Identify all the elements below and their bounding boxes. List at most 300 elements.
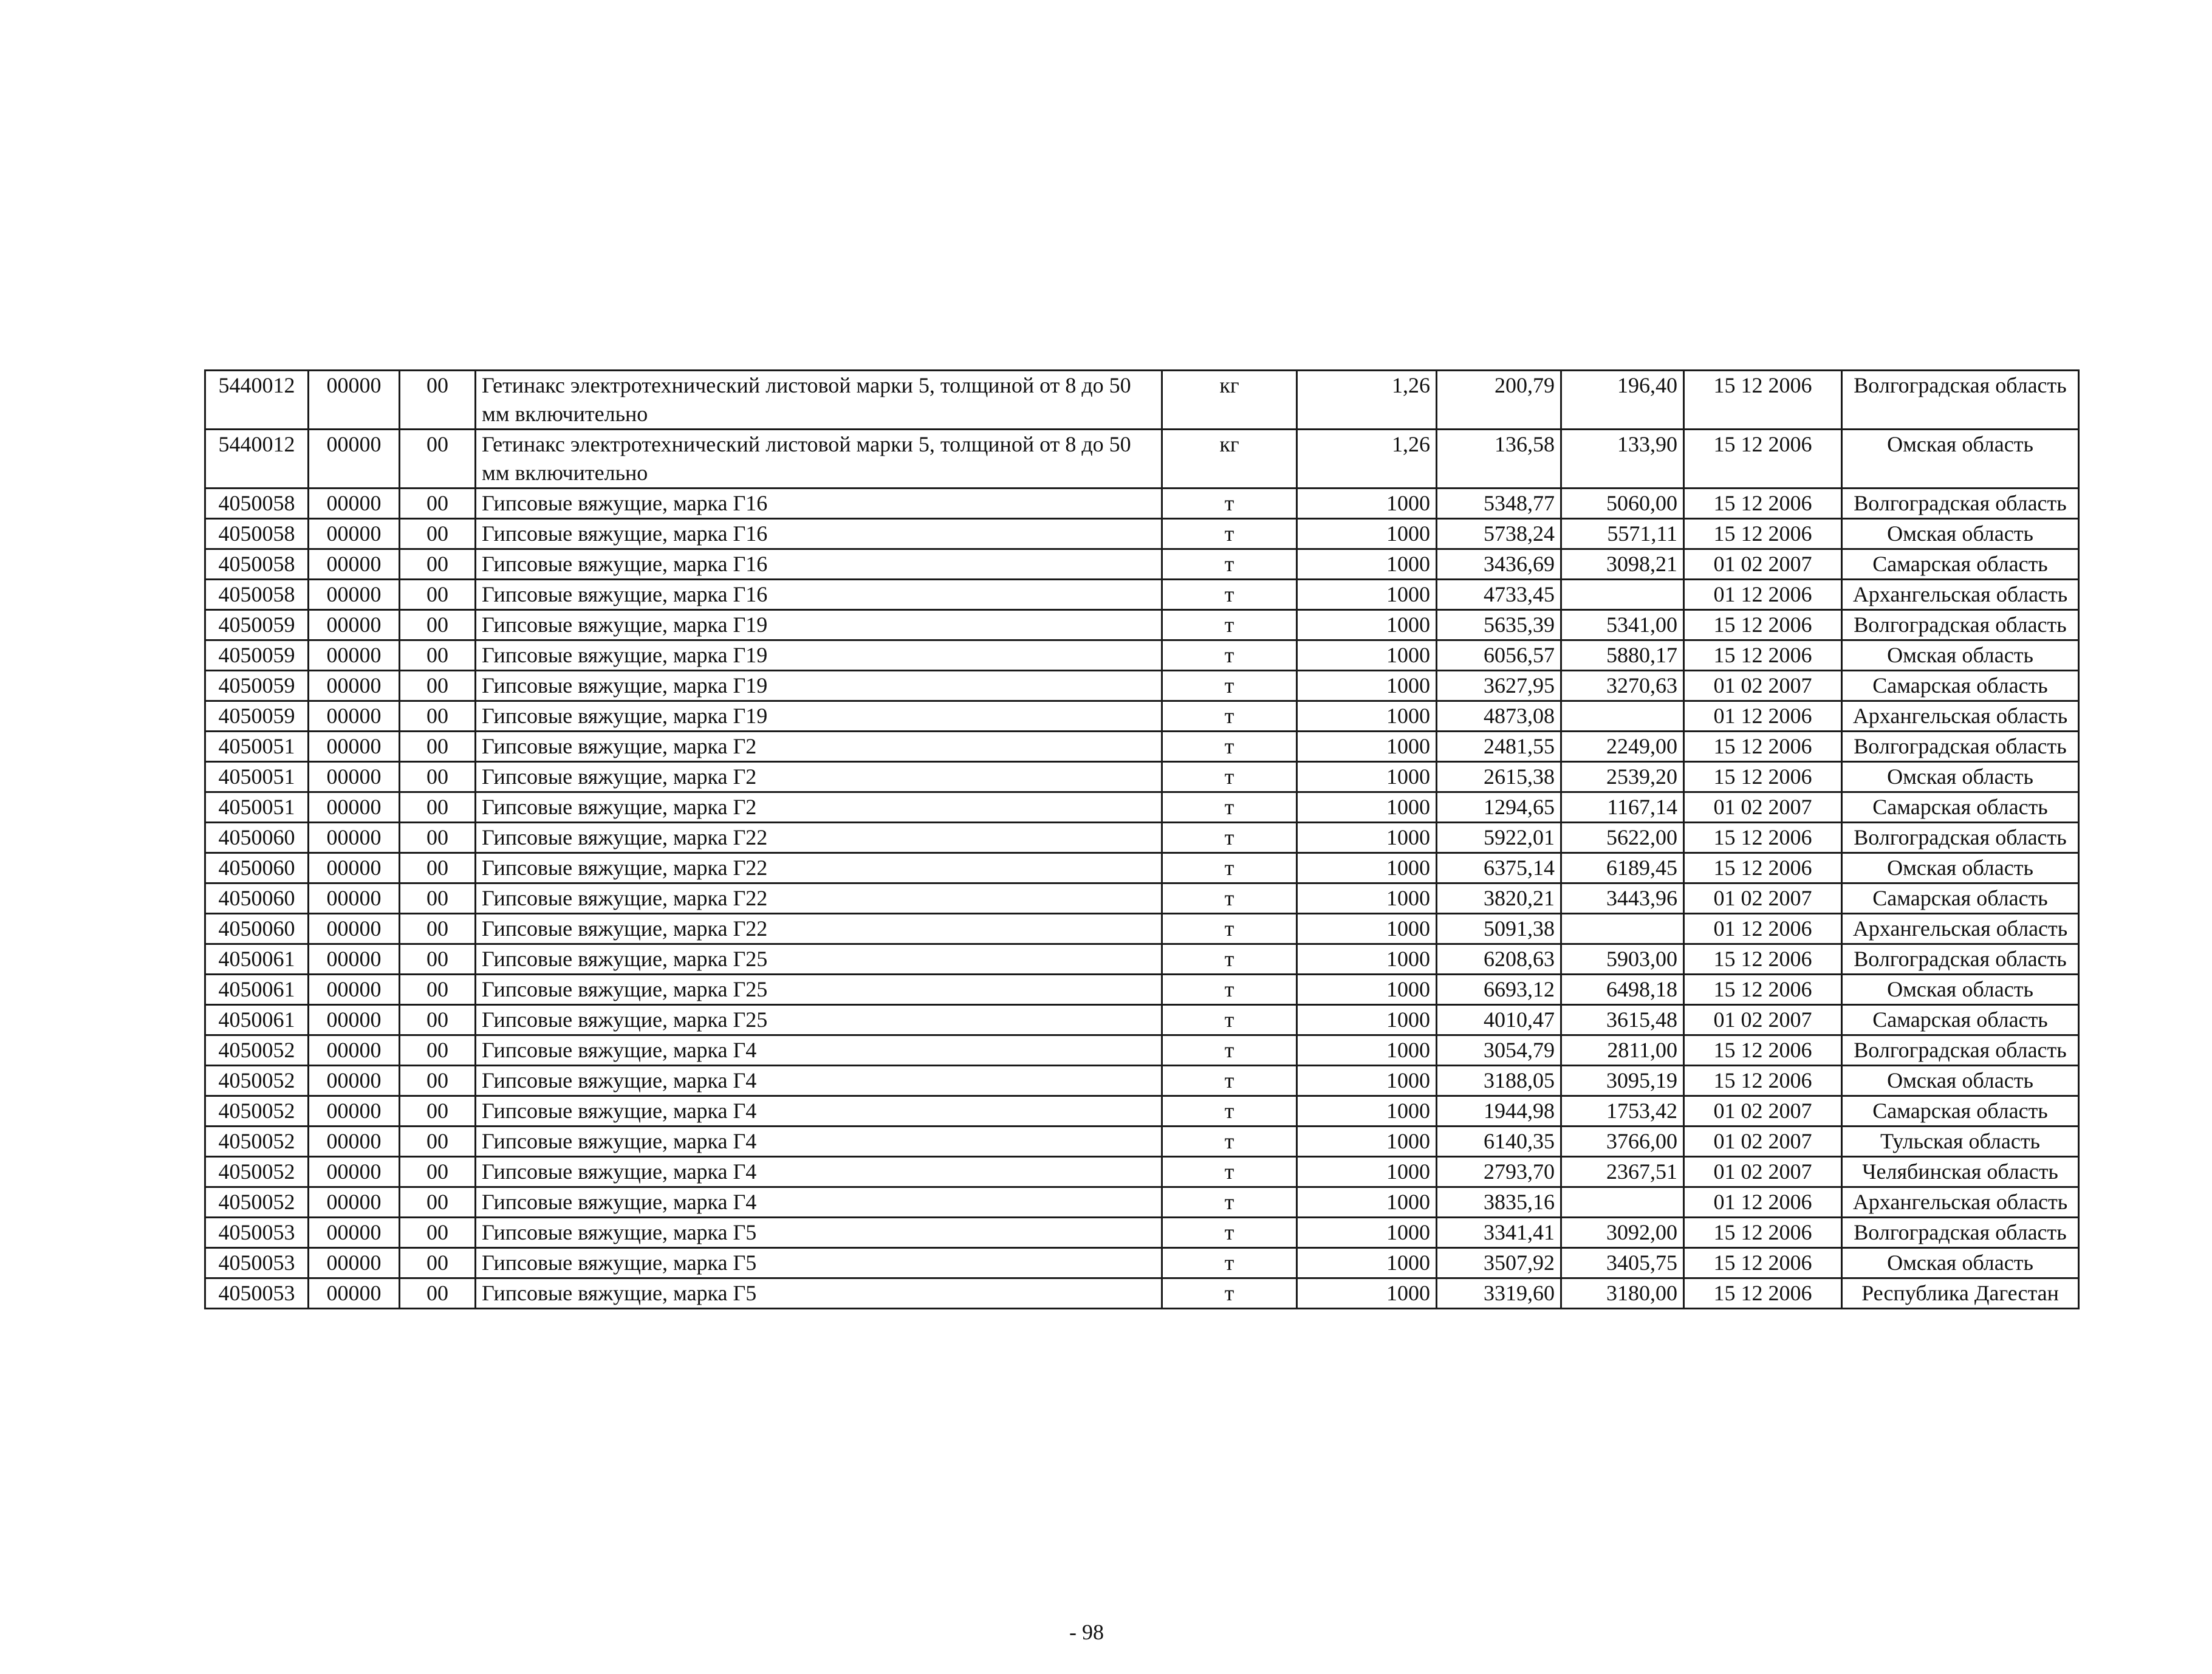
price-cell: 6498,18 (1561, 975, 1684, 1005)
subcode-cell: 00000 (309, 549, 400, 580)
code-cell: 5440012 (205, 430, 309, 489)
suffix-cell: 00 (400, 1157, 476, 1187)
subcode-cell: 00000 (309, 823, 400, 853)
table-row (205, 1066, 2079, 1096)
date-cell: 01 12 2006 (1684, 1187, 1842, 1218)
unit-cell: т (1162, 1096, 1297, 1127)
code-cell: 4050061 (205, 975, 309, 1005)
table-row (205, 762, 2079, 792)
price-with-vat-cell: 3627,95 (1437, 671, 1561, 701)
code-cell: 4050058 (205, 519, 309, 549)
material-name-cell: Гипсовые вяжущие, марка Г25 (476, 1005, 1162, 1035)
quantity-cell: 1,26 (1297, 371, 1437, 430)
code-cell: 4050052 (205, 1035, 309, 1066)
code-cell: 4050058 (205, 489, 309, 519)
region-cell: Омская область (1842, 640, 2079, 671)
quantity-cell: 1000 (1297, 549, 1437, 580)
suffix-cell: 00 (400, 792, 476, 823)
date-cell: 15 12 2006 (1684, 762, 1842, 792)
quantity-cell: 1000 (1297, 1157, 1437, 1187)
date-cell: 01 02 2007 (1684, 1157, 1842, 1187)
subcode-cell: 00000 (309, 1187, 400, 1218)
code-cell: 5440012 (205, 371, 309, 430)
region-cell: Архангельская область (1842, 701, 2079, 732)
region-cell: Волгоградская область (1842, 610, 2079, 640)
region-cell: Омская область (1842, 1248, 2079, 1278)
suffix-cell: 00 (400, 580, 476, 610)
subcode-cell: 00000 (309, 580, 400, 610)
table-row (205, 489, 2079, 519)
subcode-cell: 00000 (309, 975, 400, 1005)
unit-cell: т (1162, 1157, 1297, 1187)
region-cell: Республика Дагестан (1842, 1278, 2079, 1309)
region-cell: Волгоградская область (1842, 823, 2079, 853)
suffix-cell: 00 (400, 1278, 476, 1309)
unit-cell: т (1162, 1035, 1297, 1066)
subcode-cell: 00000 (309, 371, 400, 430)
subcode-cell: 00000 (309, 792, 400, 823)
price-with-vat-cell: 3188,05 (1437, 1066, 1561, 1096)
price-with-vat-cell: 5922,01 (1437, 823, 1561, 853)
region-cell: Самарская область (1842, 792, 2079, 823)
material-name-cell: Гетинакс электротехнический листовой марки 5, толщиной от 8 до 50 мм включительно (476, 430, 1162, 489)
quantity-cell: 1000 (1297, 762, 1437, 792)
price-cell: 1753,42 (1561, 1096, 1684, 1127)
region-cell: Самарская область (1842, 1005, 2079, 1035)
date-cell: 15 12 2006 (1684, 610, 1842, 640)
material-name-cell: Гипсовые вяжущие, марка Г19 (476, 640, 1162, 671)
subcode-cell: 00000 (309, 1218, 400, 1248)
code-cell: 4050052 (205, 1157, 309, 1187)
price-with-vat-cell: 3054,79 (1437, 1035, 1561, 1066)
subcode-cell: 00000 (309, 914, 400, 944)
material-name-cell: Гипсовые вяжущие, марка Г16 (476, 489, 1162, 519)
subcode-cell: 00000 (309, 1157, 400, 1187)
price-cell: 133,90 (1561, 430, 1684, 489)
unit-cell: т (1162, 519, 1297, 549)
unit-cell: кг (1162, 371, 1297, 430)
table-row (205, 1187, 2079, 1218)
quantity-cell: 1000 (1297, 732, 1437, 762)
price-cell (1561, 701, 1684, 732)
unit-cell: т (1162, 1278, 1297, 1309)
region-cell: Тульская область (1842, 1127, 2079, 1157)
suffix-cell: 00 (400, 610, 476, 640)
material-name-cell: Гипсовые вяжущие, марка Г4 (476, 1066, 1162, 1096)
suffix-cell: 00 (400, 371, 476, 430)
quantity-cell: 1000 (1297, 1035, 1437, 1066)
date-cell: 01 12 2006 (1684, 580, 1842, 610)
subcode-cell: 00000 (309, 732, 400, 762)
unit-cell: т (1162, 975, 1297, 1005)
table-row (205, 853, 2079, 883)
unit-cell: т (1162, 610, 1297, 640)
price-cell: 2811,00 (1561, 1035, 1684, 1066)
quantity-cell: 1000 (1297, 853, 1437, 883)
material-name-cell: Гипсовые вяжущие, марка Г25 (476, 975, 1162, 1005)
table-row (205, 792, 2079, 823)
price-cell (1561, 580, 1684, 610)
price-cell: 5622,00 (1561, 823, 1684, 853)
subcode-cell: 00000 (309, 1005, 400, 1035)
code-cell: 4050060 (205, 883, 309, 914)
material-name-cell: Гипсовые вяжущие, марка Г4 (476, 1187, 1162, 1218)
table-row (205, 975, 2079, 1005)
price-cell: 3615,48 (1561, 1005, 1684, 1035)
code-cell: 4050052 (205, 1096, 309, 1127)
code-cell: 4050059 (205, 671, 309, 701)
price-with-vat-cell: 6375,14 (1437, 853, 1561, 883)
table-row (205, 1096, 2079, 1127)
suffix-cell: 00 (400, 701, 476, 732)
suffix-cell: 00 (400, 1218, 476, 1248)
code-cell: 4050053 (205, 1278, 309, 1309)
price-cell: 3270,63 (1561, 671, 1684, 701)
code-cell: 4050051 (205, 792, 309, 823)
material-name-cell: Гипсовые вяжущие, марка Г5 (476, 1218, 1162, 1248)
suffix-cell: 00 (400, 1187, 476, 1218)
suffix-cell: 00 (400, 1066, 476, 1096)
quantity-cell: 1000 (1297, 640, 1437, 671)
price-cell: 5880,17 (1561, 640, 1684, 671)
price-with-vat-cell: 3436,69 (1437, 549, 1561, 580)
suffix-cell: 00 (400, 1005, 476, 1035)
date-cell: 15 12 2006 (1684, 519, 1842, 549)
unit-cell: т (1162, 792, 1297, 823)
table-row (205, 1127, 2079, 1157)
suffix-cell: 00 (400, 732, 476, 762)
suffix-cell: 00 (400, 430, 476, 489)
suffix-cell: 00 (400, 1248, 476, 1278)
unit-cell: т (1162, 549, 1297, 580)
price-with-vat-cell: 1944,98 (1437, 1096, 1561, 1127)
subcode-cell: 00000 (309, 853, 400, 883)
region-cell: Омская область (1842, 975, 2079, 1005)
region-cell: Самарская область (1842, 1096, 2079, 1127)
material-name-cell: Гипсовые вяжущие, марка Г4 (476, 1127, 1162, 1157)
region-cell: Самарская область (1842, 883, 2079, 914)
unit-cell: т (1162, 914, 1297, 944)
page-number: - 98 (1069, 1620, 1104, 1644)
price-with-vat-cell: 6208,63 (1437, 944, 1561, 975)
price-table (204, 369, 2080, 1309)
code-cell: 4050059 (205, 610, 309, 640)
code-cell: 4050060 (205, 823, 309, 853)
region-cell: Волгоградская область (1842, 371, 2079, 430)
price-cell: 3766,00 (1561, 1127, 1684, 1157)
subcode-cell: 00000 (309, 489, 400, 519)
unit-cell: т (1162, 762, 1297, 792)
quantity-cell: 1000 (1297, 671, 1437, 701)
suffix-cell: 00 (400, 489, 476, 519)
subcode-cell: 00000 (309, 1035, 400, 1066)
price-with-vat-cell: 136,58 (1437, 430, 1561, 489)
table-row (205, 701, 2079, 732)
date-cell: 01 12 2006 (1684, 701, 1842, 732)
date-cell: 15 12 2006 (1684, 640, 1842, 671)
code-cell: 4050051 (205, 732, 309, 762)
table-row (205, 430, 2079, 489)
suffix-cell: 00 (400, 1035, 476, 1066)
subcode-cell: 00000 (309, 1127, 400, 1157)
unit-cell: т (1162, 489, 1297, 519)
code-cell: 4050058 (205, 580, 309, 610)
unit-cell: кг (1162, 430, 1297, 489)
quantity-cell: 1000 (1297, 944, 1437, 975)
table-row (205, 1278, 2079, 1309)
price-cell: 2367,51 (1561, 1157, 1684, 1187)
unit-cell: т (1162, 1248, 1297, 1278)
price-cell: 3405,75 (1561, 1248, 1684, 1278)
price-cell: 5341,00 (1561, 610, 1684, 640)
region-cell: Омская область (1842, 762, 2079, 792)
material-name-cell: Гипсовые вяжущие, марка Г25 (476, 944, 1162, 975)
price-with-vat-cell: 6140,35 (1437, 1127, 1561, 1157)
material-name-cell: Гипсовые вяжущие, марка Г4 (476, 1035, 1162, 1066)
subcode-cell: 00000 (309, 430, 400, 489)
unit-cell: т (1162, 883, 1297, 914)
unit-cell: т (1162, 1005, 1297, 1035)
code-cell: 4050052 (205, 1187, 309, 1218)
unit-cell: т (1162, 853, 1297, 883)
table-row (205, 1035, 2079, 1066)
region-cell: Архангельская область (1842, 580, 2079, 610)
subcode-cell: 00000 (309, 1066, 400, 1096)
quantity-cell: 1000 (1297, 1096, 1437, 1127)
date-cell: 01 02 2007 (1684, 792, 1842, 823)
suffix-cell: 00 (400, 549, 476, 580)
material-name-cell: Гипсовые вяжущие, марка Г4 (476, 1157, 1162, 1187)
subcode-cell: 00000 (309, 640, 400, 671)
region-cell: Самарская область (1842, 549, 2079, 580)
price-cell (1561, 1187, 1684, 1218)
table-row (205, 1157, 2079, 1187)
quantity-cell: 1000 (1297, 610, 1437, 640)
code-cell: 4050051 (205, 762, 309, 792)
price-with-vat-cell: 3341,41 (1437, 1218, 1561, 1248)
code-cell: 4050061 (205, 1005, 309, 1035)
date-cell: 01 02 2007 (1684, 549, 1842, 580)
price-with-vat-cell: 4873,08 (1437, 701, 1561, 732)
quantity-cell: 1000 (1297, 1127, 1437, 1157)
quantity-cell: 1000 (1297, 1218, 1437, 1248)
region-cell: Омская область (1842, 853, 2079, 883)
price-with-vat-cell: 5738,24 (1437, 519, 1561, 549)
subcode-cell: 00000 (309, 883, 400, 914)
material-name-cell: Гипсовые вяжущие, марка Г2 (476, 762, 1162, 792)
region-cell: Волгоградская область (1842, 1035, 2079, 1066)
material-name-cell: Гипсовые вяжущие, марка Г5 (476, 1278, 1162, 1309)
suffix-cell: 00 (400, 762, 476, 792)
price-with-vat-cell: 200,79 (1437, 371, 1561, 430)
date-cell: 15 12 2006 (1684, 944, 1842, 975)
price-cell: 3095,19 (1561, 1066, 1684, 1096)
table-row (205, 640, 2079, 671)
price-cell: 3098,21 (1561, 549, 1684, 580)
code-cell: 4050052 (205, 1127, 309, 1157)
price-with-vat-cell: 2793,70 (1437, 1157, 1561, 1187)
date-cell: 15 12 2006 (1684, 1218, 1842, 1248)
quantity-cell: 1000 (1297, 914, 1437, 944)
material-name-cell: Гипсовые вяжущие, марка Г22 (476, 914, 1162, 944)
material-name-cell: Гипсовые вяжущие, марка Г16 (476, 549, 1162, 580)
material-name-cell: Гипсовые вяжущие, марка Г22 (476, 853, 1162, 883)
quantity-cell: 1000 (1297, 1248, 1437, 1278)
price-cell: 3180,00 (1561, 1278, 1684, 1309)
quantity-cell: 1000 (1297, 519, 1437, 549)
suffix-cell: 00 (400, 519, 476, 549)
price-table-body (205, 371, 2079, 1309)
price-with-vat-cell: 6693,12 (1437, 975, 1561, 1005)
code-cell: 4050061 (205, 944, 309, 975)
unit-cell: т (1162, 640, 1297, 671)
quantity-cell: 1000 (1297, 1005, 1437, 1035)
price-with-vat-cell: 2481,55 (1437, 732, 1561, 762)
quantity-cell: 1000 (1297, 883, 1437, 914)
price-with-vat-cell: 3835,16 (1437, 1187, 1561, 1218)
price-cell: 2249,00 (1561, 732, 1684, 762)
material-name-cell: Гипсовые вяжущие, марка Г19 (476, 671, 1162, 701)
unit-cell: т (1162, 671, 1297, 701)
table-row (205, 1248, 2079, 1278)
region-cell: Челябинская область (1842, 1157, 2079, 1187)
date-cell: 15 12 2006 (1684, 732, 1842, 762)
suffix-cell: 00 (400, 944, 476, 975)
unit-cell: т (1162, 823, 1297, 853)
price-cell: 3443,96 (1561, 883, 1684, 914)
price-with-vat-cell: 4733,45 (1437, 580, 1561, 610)
price-cell: 5571,11 (1561, 519, 1684, 549)
suffix-cell: 00 (400, 975, 476, 1005)
table-row (205, 914, 2079, 944)
table-row (205, 580, 2079, 610)
price-cell: 1167,14 (1561, 792, 1684, 823)
quantity-cell: 1000 (1297, 1066, 1437, 1096)
subcode-cell: 00000 (309, 519, 400, 549)
table-row (205, 1218, 2079, 1248)
region-cell: Архангельская область (1842, 914, 2079, 944)
subcode-cell: 00000 (309, 671, 400, 701)
date-cell: 01 12 2006 (1684, 914, 1842, 944)
region-cell: Самарская область (1842, 671, 2079, 701)
price-with-vat-cell: 4010,47 (1437, 1005, 1561, 1035)
date-cell: 15 12 2006 (1684, 489, 1842, 519)
table-row (205, 823, 2079, 853)
subcode-cell: 00000 (309, 610, 400, 640)
unit-cell: т (1162, 1066, 1297, 1096)
price-cell: 5903,00 (1561, 944, 1684, 975)
region-cell: Омская область (1842, 519, 2079, 549)
suffix-cell: 00 (400, 671, 476, 701)
table-row (205, 610, 2079, 640)
table-row (205, 1005, 2079, 1035)
material-name-cell: Гипсовые вяжущие, марка Г22 (476, 823, 1162, 853)
material-name-cell: Гетинакс электротехнический листовой марки 5, толщиной от 8 до 50 мм включительно (476, 371, 1162, 430)
price-with-vat-cell: 2615,38 (1437, 762, 1561, 792)
price-with-vat-cell: 5091,38 (1437, 914, 1561, 944)
price-with-vat-cell: 3319,60 (1437, 1278, 1561, 1309)
date-cell: 15 12 2006 (1684, 823, 1842, 853)
material-name-cell: Гипсовые вяжущие, марка Г19 (476, 701, 1162, 732)
region-cell: Архангельская область (1842, 1187, 2079, 1218)
subcode-cell: 00000 (309, 944, 400, 975)
unit-cell: т (1162, 701, 1297, 732)
date-cell: 01 02 2007 (1684, 883, 1842, 914)
quantity-cell: 1000 (1297, 975, 1437, 1005)
suffix-cell: 00 (400, 1127, 476, 1157)
price-with-vat-cell: 5635,39 (1437, 610, 1561, 640)
date-cell: 15 12 2006 (1684, 371, 1842, 430)
unit-cell: т (1162, 1218, 1297, 1248)
subcode-cell: 00000 (309, 1278, 400, 1309)
region-cell: Волгоградская область (1842, 1218, 2079, 1248)
date-cell: 15 12 2006 (1684, 1248, 1842, 1278)
unit-cell: т (1162, 1127, 1297, 1157)
suffix-cell: 00 (400, 914, 476, 944)
material-name-cell: Гипсовые вяжущие, марка Г2 (476, 792, 1162, 823)
price-with-vat-cell: 3507,92 (1437, 1248, 1561, 1278)
price-cell: 3092,00 (1561, 1218, 1684, 1248)
material-name-cell: Гипсовые вяжущие, марка Г16 (476, 580, 1162, 610)
unit-cell: т (1162, 1187, 1297, 1218)
subcode-cell: 00000 (309, 762, 400, 792)
date-cell: 01 02 2007 (1684, 1096, 1842, 1127)
material-name-cell: Гипсовые вяжущие, марка Г4 (476, 1096, 1162, 1127)
subcode-cell: 00000 (309, 701, 400, 732)
region-cell: Омская область (1842, 430, 2079, 489)
suffix-cell: 00 (400, 853, 476, 883)
price-with-vat-cell: 1294,65 (1437, 792, 1561, 823)
price-with-vat-cell: 3820,21 (1437, 883, 1561, 914)
table-row (205, 944, 2079, 975)
table-row (205, 549, 2079, 580)
code-cell: 4050053 (205, 1218, 309, 1248)
table-row (205, 732, 2079, 762)
quantity-cell: 1000 (1297, 823, 1437, 853)
date-cell: 15 12 2006 (1684, 1278, 1842, 1309)
date-cell: 01 02 2007 (1684, 1005, 1842, 1035)
unit-cell: т (1162, 580, 1297, 610)
code-cell: 4050059 (205, 640, 309, 671)
price-cell: 6189,45 (1561, 853, 1684, 883)
material-name-cell: Гипсовые вяжущие, марка Г5 (476, 1248, 1162, 1278)
region-cell: Волгоградская область (1842, 489, 2079, 519)
quantity-cell: 1000 (1297, 580, 1437, 610)
date-cell: 15 12 2006 (1684, 1066, 1842, 1096)
material-name-cell: Гипсовые вяжущие, марка Г19 (476, 610, 1162, 640)
code-cell: 4050053 (205, 1248, 309, 1278)
price-cell: 5060,00 (1561, 489, 1684, 519)
unit-cell: т (1162, 732, 1297, 762)
quantity-cell: 1000 (1297, 701, 1437, 732)
date-cell: 15 12 2006 (1684, 1035, 1842, 1066)
suffix-cell: 00 (400, 1096, 476, 1127)
table-row (205, 371, 2079, 430)
date-cell: 15 12 2006 (1684, 853, 1842, 883)
quantity-cell: 1,26 (1297, 430, 1437, 489)
quantity-cell: 1000 (1297, 1278, 1437, 1309)
unit-cell: т (1162, 944, 1297, 975)
table-row (205, 519, 2079, 549)
quantity-cell: 1000 (1297, 792, 1437, 823)
date-cell: 01 02 2007 (1684, 1127, 1842, 1157)
table-row (205, 883, 2079, 914)
date-cell: 15 12 2006 (1684, 430, 1842, 489)
material-name-cell: Гипсовые вяжущие, марка Г2 (476, 732, 1162, 762)
material-name-cell: Гипсовые вяжущие, марка Г16 (476, 519, 1162, 549)
code-cell: 4050060 (205, 853, 309, 883)
date-cell: 01 02 2007 (1684, 671, 1842, 701)
